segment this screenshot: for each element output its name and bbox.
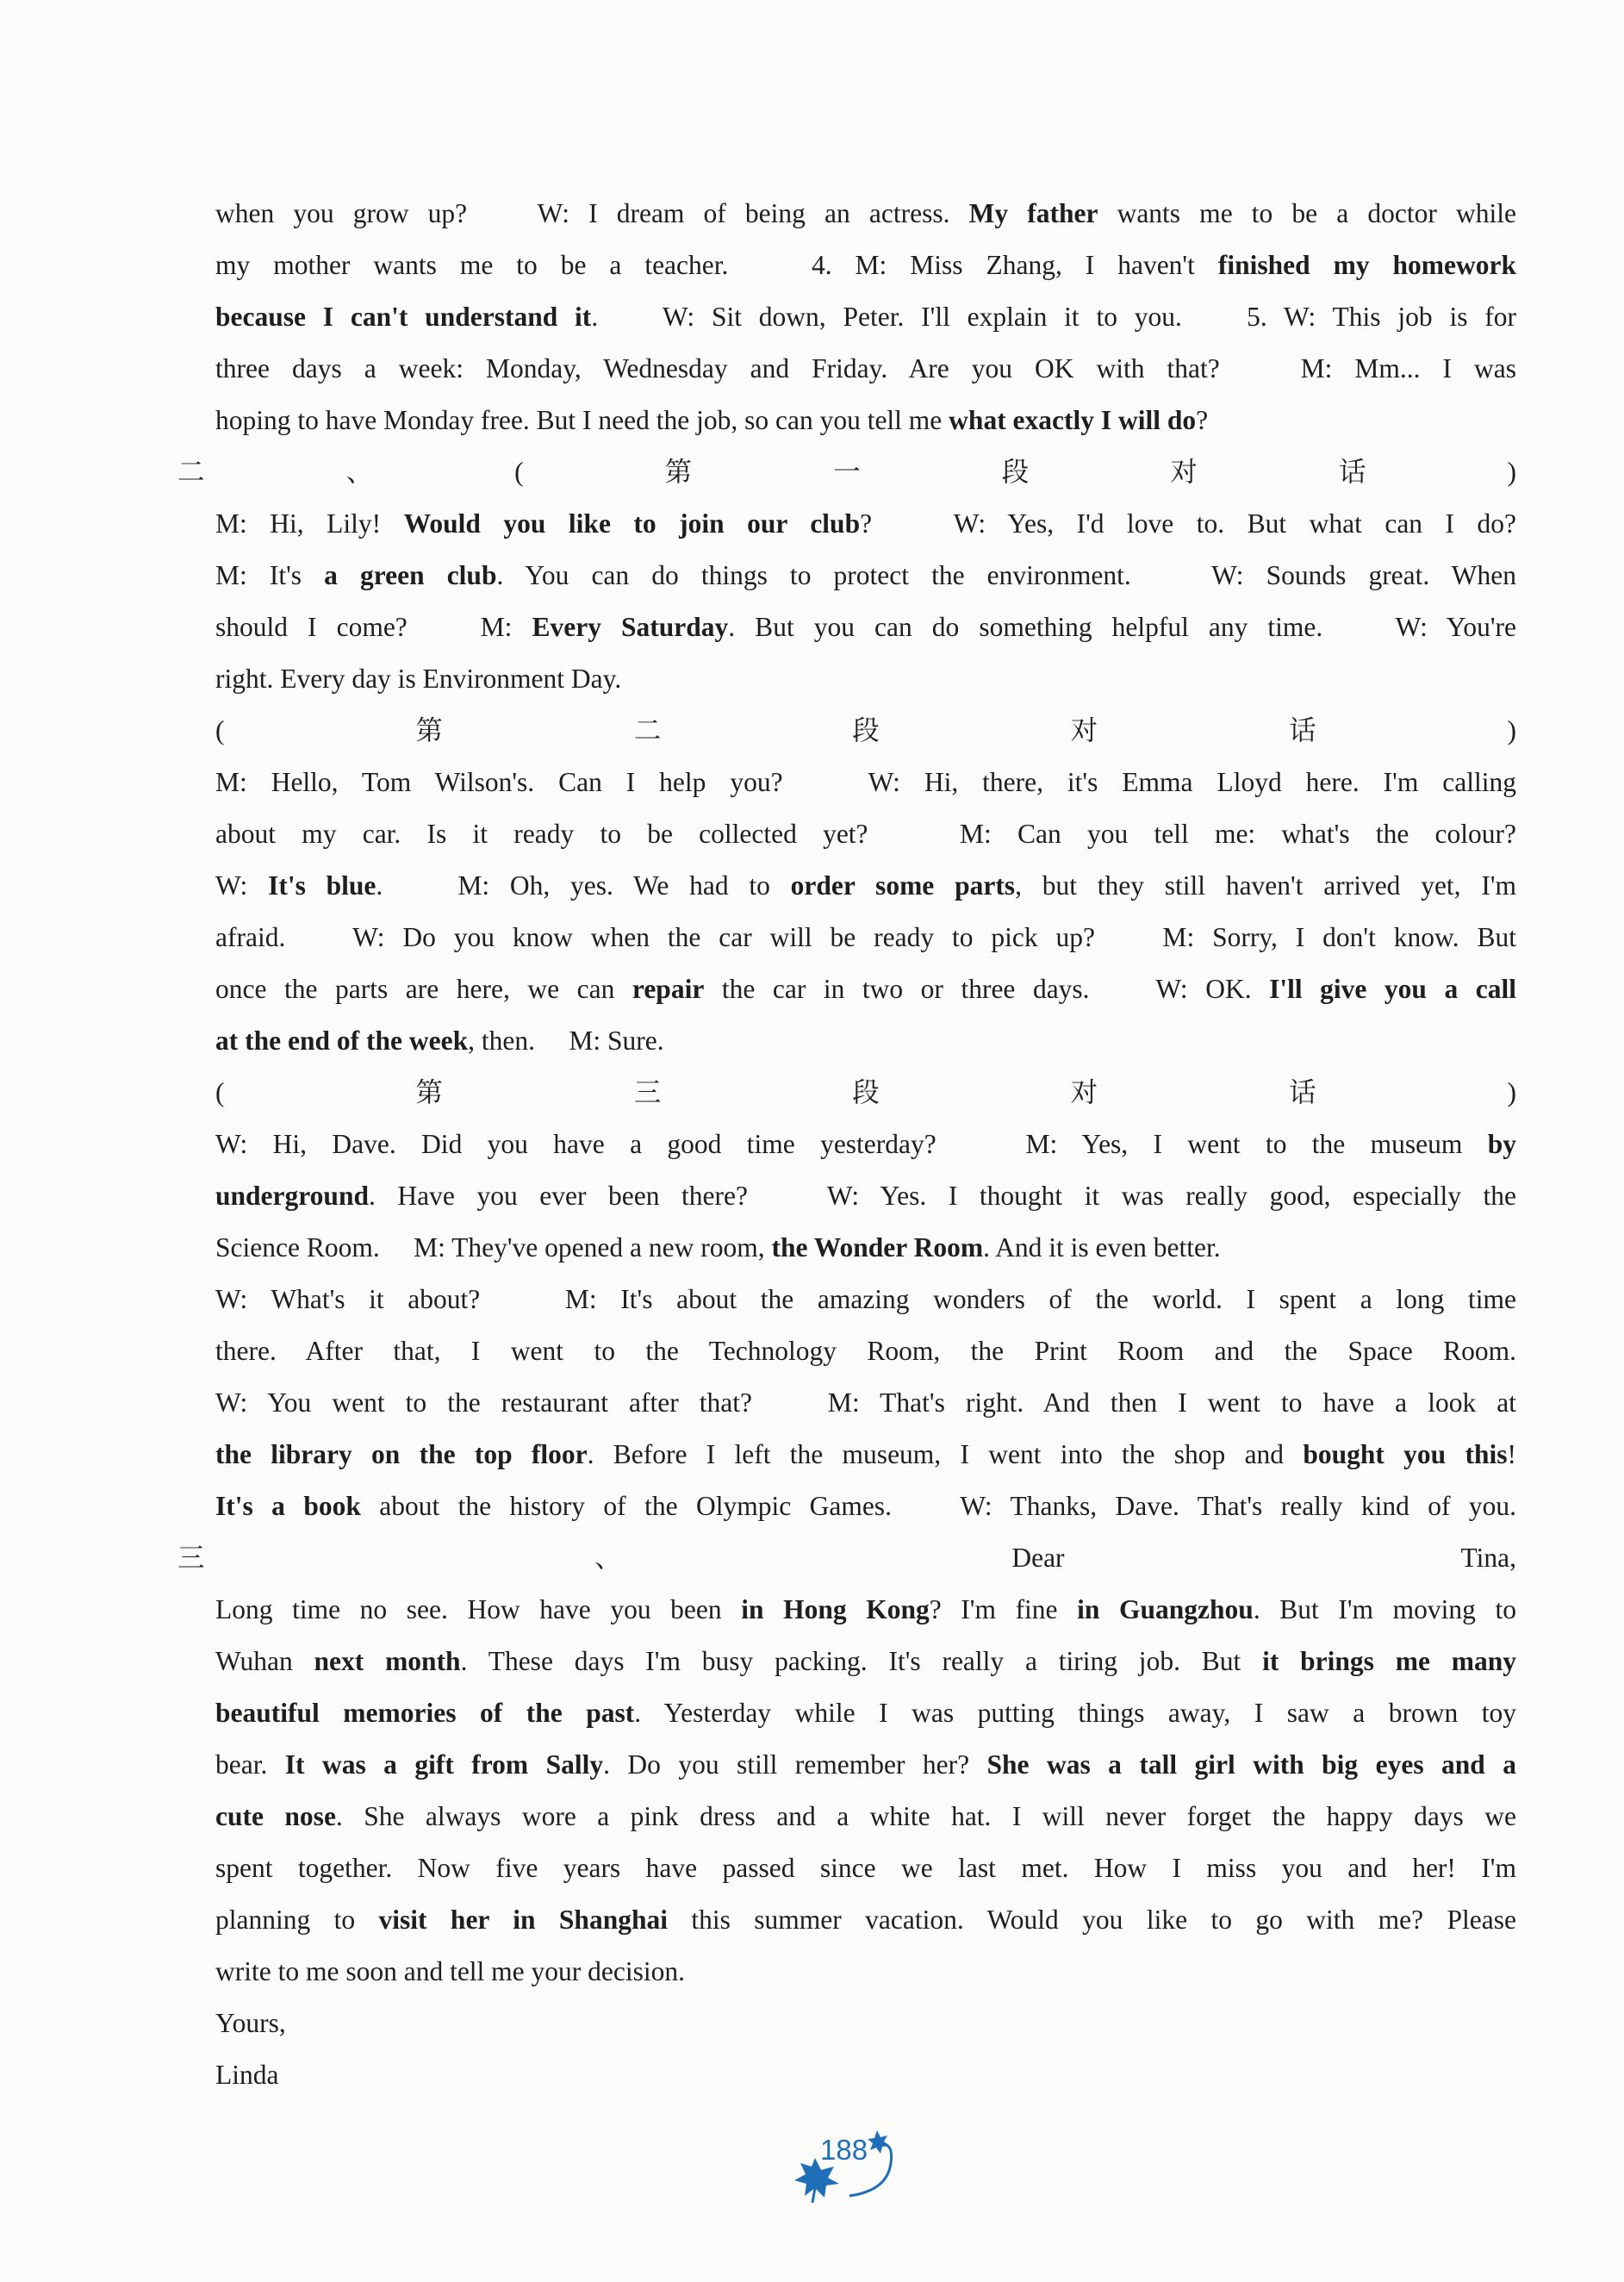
text-run: W: You went to the restaurant after that? M: That's right. And then I went to have a look at	[215, 1387, 1516, 1418]
answer-highlight: It's blue	[268, 870, 376, 901]
text-line	[215, 1739, 1516, 1791]
text-run: there. After that, I went to the Technology Room, the Print Room and the Space Room.	[215, 1336, 1516, 1366]
text-line	[215, 912, 1516, 963]
text-line	[215, 1894, 1516, 1946]
text-run: (第二段对话)	[215, 715, 1516, 745]
text-line	[215, 498, 1516, 550]
text-line	[215, 395, 1516, 446]
text-run: . M: Oh, yes. We had to	[376, 870, 791, 901]
text-run: bear.	[215, 1749, 285, 1780]
text-run: about my car. Is it ready to be collected yet? M: Can you tell me: what's the colour?	[215, 819, 1516, 849]
text-run: should I come? M:	[215, 612, 532, 642]
text-line	[215, 188, 1516, 240]
text-run: afraid. W: Do you know when the car will be ready to pick up? M: Sorry, I don't know. But	[215, 922, 1516, 952]
text-run: . Yesterday while I was putting things away, I saw a brown toy	[634, 1698, 1517, 1728]
answer-highlight: what exactly I will do	[949, 405, 1197, 435]
text-line	[215, 1222, 1516, 1274]
answer-highlight: the library on the top floor	[215, 1439, 588, 1469]
text-run: . W: Sit down, Peter. I'll explain it to you. 5. W: This job is for	[591, 302, 1516, 332]
text-line	[215, 808, 1516, 860]
text-line	[215, 1998, 1516, 2049]
text-line	[215, 1015, 1516, 1067]
text-run: wants me to be a doctor while	[1098, 198, 1516, 228]
text-run: about the history of the Olympic Games. W: Thanks, Dave. That's really kind of you.	[360, 1491, 1516, 1521]
answer-text	[177, 188, 1517, 2101]
text-run: M: It's	[215, 560, 325, 590]
text-line	[215, 291, 1516, 343]
text-run: . But I'm moving to	[1253, 1594, 1516, 1624]
text-run: spent together. Now five years have passed since we last met. How I miss you and her! I'm	[215, 1853, 1516, 1883]
text-line	[215, 860, 1516, 912]
text-line	[215, 1584, 1516, 1636]
text-line	[215, 1119, 1516, 1170]
answer-highlight: because I can't understand it	[215, 302, 592, 332]
text-run: Wuhan	[215, 1646, 314, 1676]
text-run: . She always wore a pink dress and a white hat. I will never forget the happy days we	[335, 1801, 1516, 1831]
text-line	[215, 1481, 1516, 1532]
text-line	[215, 343, 1516, 395]
text-line	[215, 705, 1516, 757]
answer-highlight: visit her in Shanghai	[378, 1905, 668, 1935]
text-line	[215, 1274, 1516, 1325]
text-line	[215, 963, 1516, 1015]
text-run: . You can do things to protect the environment. W: Sounds great. When	[496, 560, 1517, 590]
text-line	[215, 757, 1516, 808]
answer-highlight: My father	[968, 198, 1098, 228]
text-run: . Have you ever been there? W: Yes. I thought it was really good, especially the	[369, 1181, 1516, 1211]
answer-highlight: order some parts	[790, 870, 1016, 901]
page-number-text: 188	[820, 2134, 868, 2166]
answer-highlight: It's a book	[215, 1491, 361, 1521]
text-run: . But you can do something helpful any time. W: You're	[728, 612, 1516, 642]
answer-highlight: in Guangzhou	[1077, 1594, 1254, 1624]
answer-highlight: finished my homework	[1217, 250, 1516, 280]
text-line	[215, 1429, 1516, 1481]
text-run: . Before I left the museum, I went into the shop and	[587, 1439, 1304, 1469]
page-number	[789, 2127, 901, 2204]
answer-highlight: beautiful memories of the past	[215, 1698, 635, 1728]
text-line	[215, 1687, 1516, 1739]
answer-highlight: bought you this	[1303, 1439, 1508, 1469]
text-run: right. Every day is Environment Day.	[215, 664, 622, 694]
text-line	[215, 602, 1516, 653]
text-line	[215, 1946, 1516, 1998]
answer-highlight: Every Saturday	[532, 612, 729, 642]
text-run: !	[1507, 1439, 1516, 1469]
text-run: , then. M: Sure.	[468, 1026, 664, 1056]
text-line	[215, 2049, 1516, 2101]
text-run: my mother wants me to be a teacher. 4. M: Miss Zhang, I haven't	[215, 250, 1218, 280]
answer-highlight: at the end of the week	[215, 1026, 469, 1056]
text-line	[215, 1170, 1516, 1222]
text-run: 三、Dear Tina,	[177, 1543, 1516, 1573]
text-run: M: Hello, Tom Wilson's. Can I help you? W: Hi, there, it's Emma Lloyd here. I'm calling	[215, 767, 1516, 797]
text-line	[215, 1791, 1516, 1842]
text-run: M: Hi, Lily!	[215, 508, 404, 539]
text-run: when you grow up? W: I dream of being an actress.	[215, 198, 969, 228]
answer-highlight: Would you like to join our club	[403, 508, 861, 539]
text-run: ? W: Yes, I'd love to. But what can I do?	[860, 508, 1517, 539]
answer-highlight: it brings me many	[1262, 1646, 1517, 1676]
answer-highlight: I'll give you a call	[1269, 974, 1517, 1004]
text-run: . Do you still remember her?	[603, 1749, 987, 1780]
answer-highlight: the Wonder Room	[771, 1232, 984, 1263]
answer-highlight: underground	[215, 1181, 369, 1211]
text-line	[215, 550, 1516, 602]
text-run: Linda	[215, 2060, 279, 2090]
answer-highlight: It was a gift from Sally	[284, 1749, 604, 1780]
text-run: three days a week: Monday, Wednesday and Friday. Are you OK with that? M: Mm... I was	[215, 353, 1516, 383]
answer-highlight: by	[1487, 1129, 1516, 1159]
text-run: write to me soon and tell me your decision.	[215, 1956, 686, 1986]
text-run: W: Hi, Dave. Did you have a good time yesterday? M: Yes, I went to the museum	[215, 1129, 1488, 1159]
text-run: (第三段对话)	[215, 1077, 1516, 1107]
text-line	[215, 653, 1516, 705]
text-run: Yours,	[215, 2008, 286, 2038]
text-run: 二、(第一段对话)	[177, 457, 1516, 487]
text-line	[215, 1325, 1516, 1377]
text-run: once the parts are here, we can	[215, 974, 632, 1004]
text-run: ?	[1196, 405, 1209, 435]
answer-highlight: in Hong Kong	[741, 1594, 930, 1624]
text-run: planning to	[215, 1905, 379, 1935]
answer-highlight: cute nose	[215, 1801, 336, 1831]
answer-highlight: She was a tall girl with big eyes and a	[986, 1749, 1516, 1780]
text-line	[177, 1532, 1516, 1584]
text-line	[215, 1377, 1516, 1429]
text-run: , but they still haven't arrived yet, I'm	[1015, 870, 1517, 901]
text-run: this summer vacation. Would you like to go with me? Please	[667, 1905, 1516, 1935]
text-run: the car in two or three days. W: OK.	[704, 974, 1270, 1004]
text-line	[215, 240, 1516, 291]
answer-highlight: next month	[314, 1646, 461, 1676]
text-run: W:	[215, 870, 269, 901]
text-line	[215, 1842, 1516, 1894]
text-run: ? I'm fine	[929, 1594, 1078, 1624]
text-run: hoping to have Monday free. But I need the job, so can you tell me	[215, 405, 949, 435]
text-line	[215, 1636, 1516, 1687]
text-line	[215, 1067, 1516, 1119]
text-line	[177, 446, 1516, 498]
text-run: . And it is even better.	[983, 1232, 1221, 1263]
text-run: . These days I'm busy packing. It's really a tiring job. But	[460, 1646, 1263, 1676]
answer-highlight: a green club	[324, 560, 497, 590]
text-run: Long time no see. How have you been	[215, 1594, 742, 1624]
text-run: W: What's it about? M: It's about the amazing wonders of the world. I spent a long time	[215, 1284, 1516, 1314]
text-run: Science Room. M: They've opened a new room,	[215, 1232, 772, 1263]
answer-highlight: repair	[632, 974, 705, 1004]
